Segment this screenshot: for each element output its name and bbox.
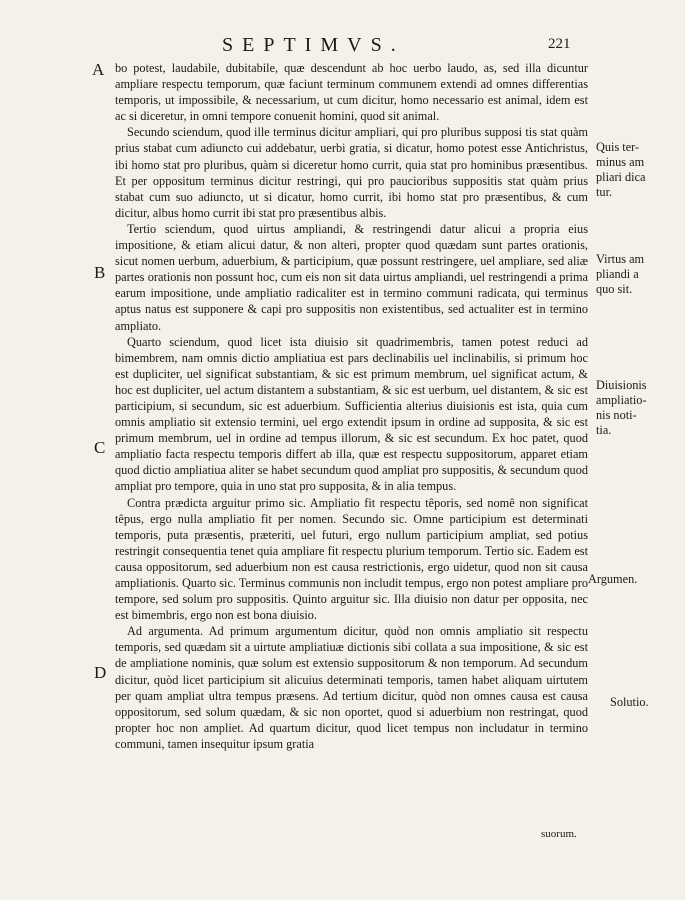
section-marker-b: B (94, 263, 106, 282)
side-note-line: pliandi a (596, 267, 639, 281)
side-note-line: minus am (596, 155, 645, 169)
side-note-line: Solutio. (610, 695, 649, 709)
side-note-argumen (588, 572, 637, 587)
paragraph-quarto: Quarto sciendum, quod licet ista diuisio sit quadrimembris, tamen potest reduci ad bimembrem, nam omnis dictio ampliatiua est pars declinabilis uel inclinabilis, si primum hoc est dupliciter, uel significat substantiam, & sic est primum membrum, uel significat actum, & hoc est dupliciter, uel actum distantem a substantiam, & sic est uerbum, uel distantem, & sic est participium, si secundum, sic est aduerbium. Sufficientia alterius diuisionis est ista, quia cum omnis ampliatio sit extensio termini, uel ergo extendit ipsum in ordine ad supposita, & sic est primum membrum, uel in ordine ad tempus illorum, & sic est secundum. Ex hoc patet, quod ampliatio facta respectu temporis differt ab illa, quæ est respectu suppositorum, apparet etiam quod dictio ampliatiua aliter se habet secundum quod ampliat pro suppositis, & secundum quod ampliat pro tempore, quia in uno stat pro supposita, & in alia tempus. (115, 334, 588, 494)
paragraph-secundo: Secundo sciendum, quod ille terminus dicitur ampliari, qui pro pluribus supposi tis stat quàm prius stabat cum adiuncto cui addebatur, uerbi gratia, si dicatur, homo potest esse Antichristus, ibi homo stat pro pluribus, quàm si diceretur homo currit, quia stat pro hominibus præsentibus. Et per oppositum terminus dicitur restringi, qui pro paucioribus suppositis stat quàm prius stabat cum suo adiuncto, ut si dicatur, homo currit, ibi homo stat pro præsentibus, & cum dicitur, albus homo currit ibi stat pro præsentibus albis. (115, 125, 588, 220)
side-note-line: tur. (596, 185, 613, 199)
paragraph-tertio: Tertio sciendum, quod uirtus ampliandi, & restringendi datur alicui a propria eius impositione, & etiam alicui datur, & non alteri, propter quod quædam sunt partes orationis, sicut nomen uerbum, aduerbium, & participium, quæ possunt restringere, uel ampliare, sed aliæ partes orationis non possunt hoc, cum eis non sit data uirtus ampliandi, uel restringendi a prima earum impositione, unde ampliatio radicaliter est in termino communi radicata, qui terminus aptus natus est supponere & capi pro suppositis non existentibus, sed actualiter est in termino ampliato. (115, 221, 588, 333)
side-note-line: pliari dica (596, 170, 646, 184)
catchword: suorum. (541, 828, 577, 840)
side-note-solutio (610, 695, 649, 710)
paragraph-continuation: bo potest, laudabile, dubitabile, quæ descendunt ab hoc uerbo laudo, as, sed illa dicuntur ampliare respectu temporum, quæ faciunt terminum communem extendi ad omnes differentias temporis, ut impossibile, & necessarium, ut cum dicitur, homo necessario est animal, idem est ac si diceretur, in omni tempore conuenit homini, quod sit animal. (115, 61, 588, 124)
paragraph-contra: Contra prædicta arguitur primo sic. Ampliatio fit respectu têporis, sed nomê non significat têpus, ergo nulla ampliatio fit per nomen. Secundo sic. Omne participium est determinati temporis, puta præsentis, præteriti, uel futuri, ergo nullum participium ampliat, sed potius restringit consequentia tenet quia ampliare fit respectu plurium temporum. Tertio sic. Eadem est causa oppositorum, sed aduerbium non est causa restrictionis, ergo uidetur, quod non sit causa ampliationis. Quarto sic. Terminus communis non includit tempus, ergo non potest ampliare pro tempore, sed solum pro suppositis. Quinto arguitur sic. Illa diuisio non datur per opposita, nec est bimembris, ergo non est bona diuisio. (115, 495, 588, 623)
side-note-line: Argumen. (588, 572, 638, 586)
side-note-line: Virtus am (596, 252, 645, 266)
section-marker-c: C (94, 438, 106, 457)
side-note-diuisionis (596, 378, 647, 438)
side-note-line: quo sit. (596, 282, 633, 296)
side-note-line: nis noti- (596, 408, 637, 422)
running-head: SEPTIMVS. (222, 34, 405, 56)
side-note-line: tia. (596, 423, 612, 437)
page-header (0, 34, 685, 60)
main-text-column (115, 60, 588, 752)
section-marker-a: A (92, 60, 105, 79)
side-note-quis-terminus (596, 140, 646, 200)
side-note-virtus (596, 252, 644, 297)
section-marker-d: D (94, 663, 107, 682)
side-note-line: Quis ter- (596, 140, 640, 154)
side-note-line: Diuisionis (596, 378, 647, 392)
side-note-line: ampliatio- (596, 393, 647, 407)
paragraph-ad-argumenta: Ad argumenta. Ad primum argumentum dicitur, quòd non omnis ampliatio sit respectu temporis, sed quædam sit a uirtute ampliatiuæ dictionis sibi collata a sua impositione, & sic est de ampliatione nominis, quæ solum est extensio suppositorum & non temporum. Ad secundum dicitur, quòd licet participium sit alicuius determinati temporis, tamen habet aliquam uirtutem per quam ampliat ultra tempus præsens. Ad tertium dicitur, quòd non omnes causa est causa oppositorum, sed solum quædam, & sic non oportet, quod si aduerbium non restringat, quod propter hoc non ampliet. Ad quartum dicitur, quod licet tempus non includatur in termino communi, tamen insequitur ipsum gratia (115, 624, 588, 751)
page-number: 221 (548, 36, 571, 52)
